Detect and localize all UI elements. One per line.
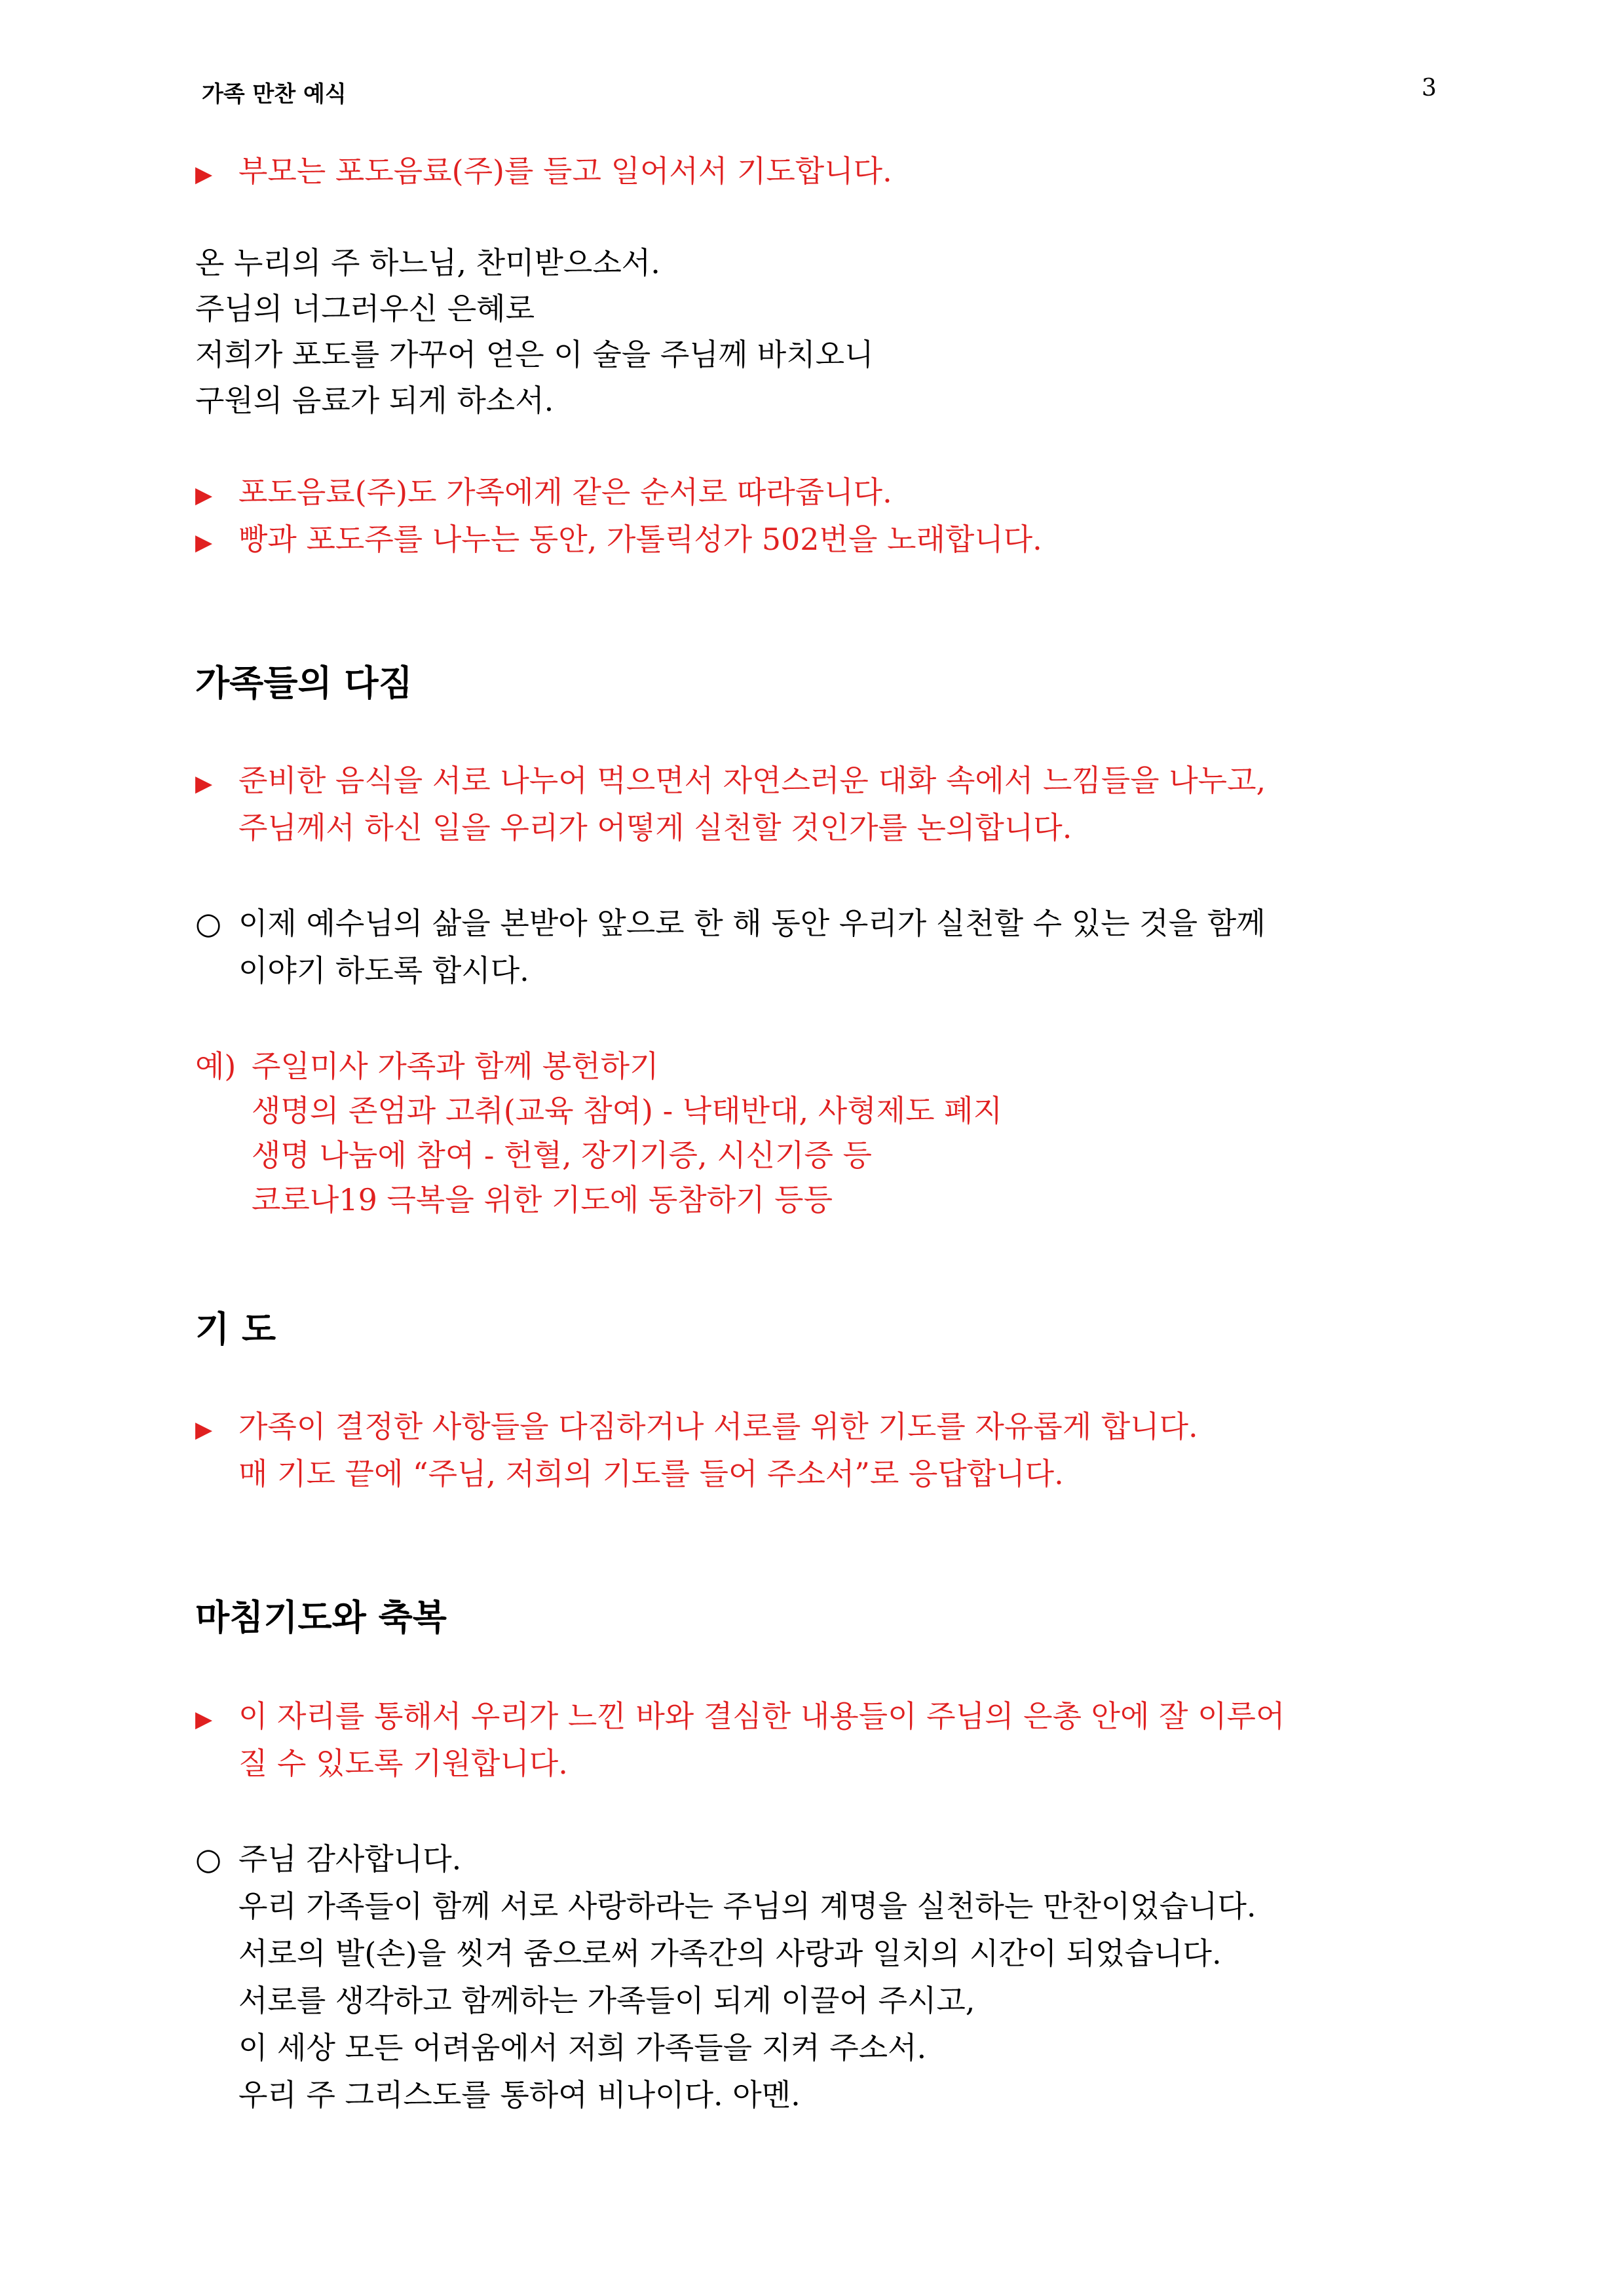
closing-prayer-line: 우리 가족들이 함께 서로 사랑하라는 주님의 계명을 실천하는 만찬이었습니다. — [238, 1888, 1256, 1924]
rubric-triangle-icon: ▶ — [195, 771, 213, 797]
running-header-title: 가족 만찬 예식 — [202, 81, 347, 107]
rubric-text: 부모는 포도음료(주)를 들고 일어서서 기도합니다. — [238, 153, 892, 189]
closing-prayer-line: 우리 주 그리스도를 통하여 비나이다. 아멘. — [238, 2077, 801, 2113]
rubric-continuation: 매 기도 끝에 “주님, 저희의 기도를 들어 주소서”로 응답합니다. — [238, 1456, 1064, 1491]
circle-icon: ○ — [195, 906, 222, 941]
rubric-text: 빵과 포도주를 나누는 동안, 가톨릭성가 502번을 노래합니다. — [238, 522, 1042, 557]
rubric-parents-wine — [195, 152, 892, 193]
rubric-triangle-icon: ▶ — [195, 161, 213, 187]
response-resolution — [195, 904, 1266, 942]
example-item: 생명 나눔에 참여 - 헌혈, 장기기증, 시신기증 등 — [252, 1138, 872, 1173]
closing-prayer-text: 주님 감사합니다. — [238, 1841, 462, 1877]
closing-prayer-line: 서로의 발(손)을 씻겨 줌으로써 가족간의 사랑과 일치의 시간이 되었습니다. — [238, 1936, 1222, 1971]
section-heading-prayer: 기 도 — [195, 1309, 276, 1350]
example-item: 주일미사 가족과 함께 봉헌하기 — [252, 1048, 659, 1084]
rubric-text: 가족이 결정한 사항들을 다짐하거나 서로를 위한 기도를 자유롭게 합니다. — [238, 1409, 1198, 1444]
rubric-pour-wine — [195, 473, 892, 514]
example-item: 코로나19 극복을 위한 기도에 동참하기 등등 — [252, 1182, 833, 1217]
rubric-continuation: 주님께서 하신 일을 우리가 어떻게 실천할 것인가를 논의합니다. — [238, 810, 1072, 845]
section-heading-closing: 마침기도와 축복 — [195, 1597, 447, 1638]
rubric-triangle-icon: ▶ — [195, 1706, 213, 1732]
rubric-continuation: 질 수 있도록 기원합니다. — [238, 1746, 568, 1781]
closing-prayer-first-line — [195, 1840, 461, 1878]
rubric-text: 이 자리를 통해서 우리가 느낀 바와 결심한 내용들이 주님의 은총 안에 잘 이루어 — [238, 1698, 1285, 1734]
prayer-line: 구원의 음료가 되게 하소서. — [195, 383, 554, 418]
closing-prayer-line: 서로를 생각하고 함께하는 가족들이 되게 이끌어 주시고, — [238, 1983, 975, 2018]
prayer-line: 주님의 너그러우신 은혜로 — [195, 291, 535, 326]
rubric-share-meal — [195, 761, 1266, 803]
page-number: 3 — [1422, 75, 1437, 102]
section-heading-resolution: 가족들의 다짐 — [195, 662, 413, 704]
rubric-free-prayer — [195, 1407, 1198, 1449]
rubric-triangle-icon: ▶ — [195, 1417, 213, 1443]
prayer-line: 저희가 포도를 가꾸어 얻은 이 술을 주님께 바치오니 — [195, 337, 874, 372]
rubric-text: 준비한 음식을 서로 나누어 먹으면서 자연스러운 대화 속에서 느낌들을 나누고, — [238, 763, 1266, 798]
closing-prayer-line: 이 세상 모든 어려움에서 저희 가족들을 지켜 주소서. — [238, 2030, 927, 2065]
rubric-triangle-icon: ▶ — [195, 482, 213, 508]
rubric-text: 포도음료(주)도 가족에게 같은 순서로 따라줍니다. — [238, 474, 892, 510]
rubric-triangle-icon: ▶ — [195, 529, 213, 556]
examples-label: 예) — [195, 1048, 236, 1084]
prayer-line: 온 누리의 주 하느님, 찬미받으소서. — [195, 245, 660, 280]
rubric-sing-hymn — [195, 520, 1042, 562]
example-item: 생명의 존엄과 고취(교육 참여) - 낙태반대, 사형제도 폐지 — [252, 1093, 1003, 1128]
response-continuation: 이야기 하도록 합시다. — [238, 953, 529, 988]
response-text: 이제 예수님의 삶을 본받아 앞으로 한 해 동안 우리가 실천할 수 있는 것을 함께 — [238, 906, 1266, 941]
circle-icon: ○ — [195, 1841, 222, 1877]
rubric-closing-intent — [195, 1697, 1285, 1738]
